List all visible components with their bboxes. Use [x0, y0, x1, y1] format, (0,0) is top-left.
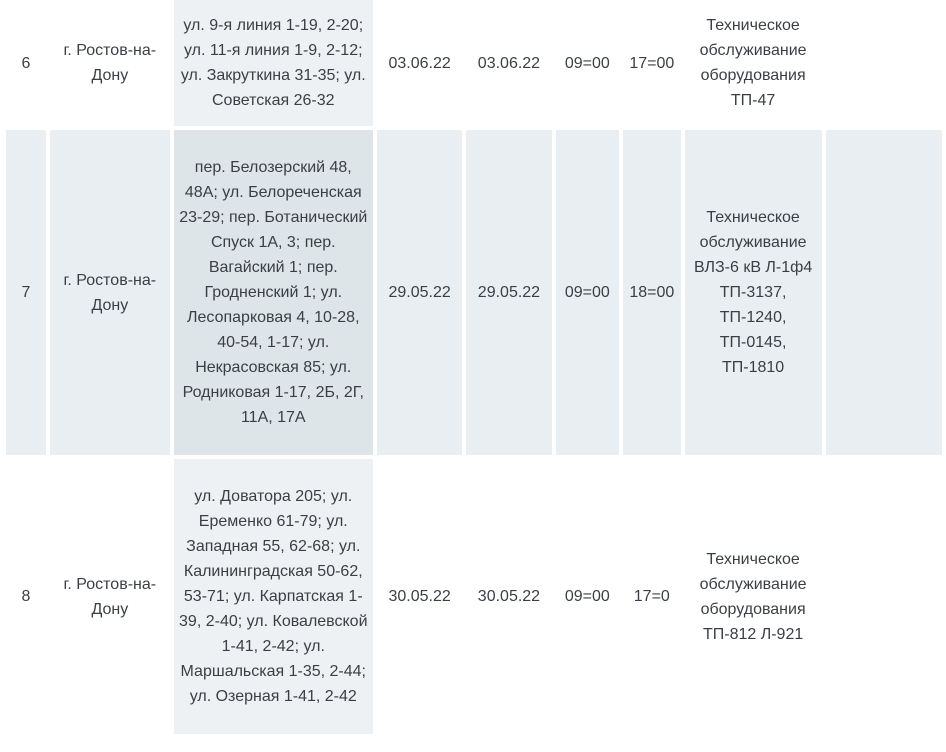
time-from-cell: 09=00: [556, 0, 619, 126]
row-number: 8: [6, 459, 46, 734]
date-to-cell: 30.05.22: [466, 459, 551, 734]
city-cell: г. Ростов-на-Дону: [50, 130, 170, 455]
city-cell: г. Ростов-на-Дону: [50, 459, 170, 734]
extra-cell: [826, 459, 942, 734]
time-from-cell: 09=00: [556, 130, 619, 455]
time-to-cell: 17=0: [623, 459, 681, 734]
date-to-cell: 29.05.22: [466, 130, 551, 455]
address-cell: ул. 9-я линия 1-19, 2-20; ул. 11-я линия 1-9, 2-12; ул. Закруткина 31-35; ул. Советская 26-32: [174, 0, 373, 126]
city-cell: г. Ростов-на-Дону: [50, 0, 170, 126]
date-to-cell: 03.06.22: [466, 0, 551, 126]
time-from-cell: 09=00: [556, 459, 619, 734]
date-from-cell: 03.06.22: [377, 0, 462, 126]
table-row: [6, 130, 942, 455]
work-description-cell: Техническое обслуживание оборудования ТП-812 Л-921: [685, 459, 822, 734]
date-from-cell: 30.05.22: [377, 459, 462, 734]
row-number: 7: [6, 130, 46, 455]
address-cell: ул. Доватора 205; ул. Еременко 61-79; ул. Западная 55, 62-68; ул. Калининградская 50-62, 53-71; ул. Карпатская 1-39, 2-40; ул. Ковалевской 1-41, 2-42; ул. Маршальская 1-35, 2-44; ул. Озерная 1-41, 2-42: [174, 459, 373, 734]
outage-table: [2, 0, 946, 738]
address-cell: пер. Белозерский 48, 48А; ул. Белореченская 23-29; пер. Ботанический Спуск 1А, 3; пер. Вагайский 1; пер. Гродненский 1; ул. Лесопарковая 4, 10-28, 40-54, 1-17; ул. Некрасовская 85; ул. Родниковая 1-17, 2Б, 2Г, 11А, 17А: [174, 130, 373, 455]
work-description-cell: Техническое обслуживание оборудования ТП-47: [685, 0, 822, 126]
extra-cell: [826, 130, 942, 455]
time-to-cell: 17=00: [623, 0, 681, 126]
row-number: 6: [6, 0, 46, 126]
extra-cell: [826, 0, 942, 126]
table-row: [6, 0, 942, 126]
time-to-cell: 18=00: [623, 130, 681, 455]
table-row: [6, 459, 942, 734]
date-from-cell: 29.05.22: [377, 130, 462, 455]
work-description-cell: Техническое обслуживание ВЛЗ-6 кВ Л-1ф4 ТП-3137, ТП-1240, ТП-0145, ТП-1810: [685, 130, 822, 455]
